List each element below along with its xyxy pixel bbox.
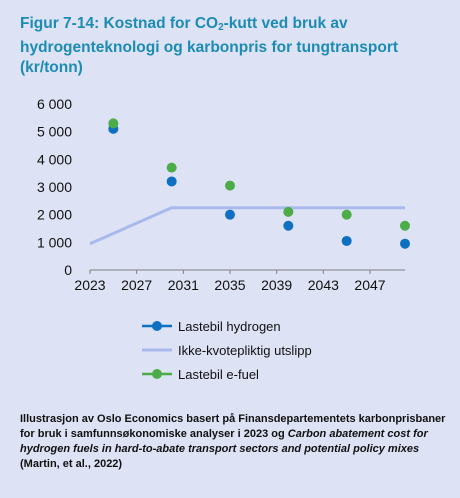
data-point-efuel xyxy=(342,210,352,220)
x-tick-label: 2043 xyxy=(307,277,339,293)
legend-label-kvote: Ikke-kvotepliktig utslipp xyxy=(178,343,312,358)
legend-label-hydrogen: Lastebil hydrogen xyxy=(178,319,281,334)
data-point-efuel xyxy=(283,207,293,217)
caption-reference-authors: (Martin, et al., 2022) xyxy=(20,458,123,470)
legend-label-efuel: Lastebil e-fuel xyxy=(178,367,259,382)
figure-caption xyxy=(20,412,450,472)
y-tick-label: 2 000 xyxy=(36,206,72,223)
y-tick-label: 4 000 xyxy=(36,151,72,168)
legend-marker-hydrogen xyxy=(152,321,162,331)
y-tick-label: 0 xyxy=(64,262,72,278)
title-prefix: Figur 7-14: Kostnad for CO xyxy=(20,15,219,32)
data-point-efuel xyxy=(167,163,177,173)
y-tick-label: 5 000 xyxy=(36,123,72,140)
title-suffix: -kutt ved bruk av hydrogenteknologi og karbonpris for tungtransport (kr/tonn) xyxy=(20,15,399,76)
y-tick-label: 1 000 xyxy=(36,234,72,251)
data-point-hydrogen xyxy=(167,176,177,186)
x-tick-label: 2027 xyxy=(121,277,153,293)
figure-title xyxy=(20,14,450,78)
scatter-chart xyxy=(0,90,460,310)
x-tick-label: 2039 xyxy=(261,277,293,293)
data-point-hydrogen xyxy=(283,221,293,231)
legend-symbol-efuel xyxy=(140,364,174,384)
data-point-hydrogen xyxy=(225,210,235,220)
legend-symbol-hydrogen xyxy=(140,316,174,336)
x-tick-label: 2031 xyxy=(167,277,199,293)
y-tick-label: 3 000 xyxy=(36,179,72,195)
data-point-efuel xyxy=(400,221,410,231)
caption-source: Illustrasjon av Oslo Economics basert på Finansdepartementets karbonprisbaner for bruk i samfunnsøkonomiske analyser i 2023 og xyxy=(20,413,446,440)
data-point-efuel xyxy=(108,118,118,128)
x-tick-label: 2023 xyxy=(74,277,106,293)
x-tick-label: 2035 xyxy=(214,277,246,293)
y-tick-label: 6 000 xyxy=(36,96,72,112)
series-line-kvote xyxy=(90,208,405,244)
data-point-hydrogen xyxy=(400,239,410,249)
data-point-hydrogen xyxy=(342,236,352,246)
title-subscript: 2 xyxy=(218,22,224,33)
data-point-efuel xyxy=(225,181,235,191)
caption-reference-title: Carbon abatement cost for hydrogen fuels in hard-to-abate transport sectors and potential policy mixes xyxy=(20,428,428,455)
legend-marker-efuel xyxy=(152,369,162,379)
x-tick-label: 2047 xyxy=(354,277,386,293)
legend-symbol-kvote xyxy=(140,340,174,360)
